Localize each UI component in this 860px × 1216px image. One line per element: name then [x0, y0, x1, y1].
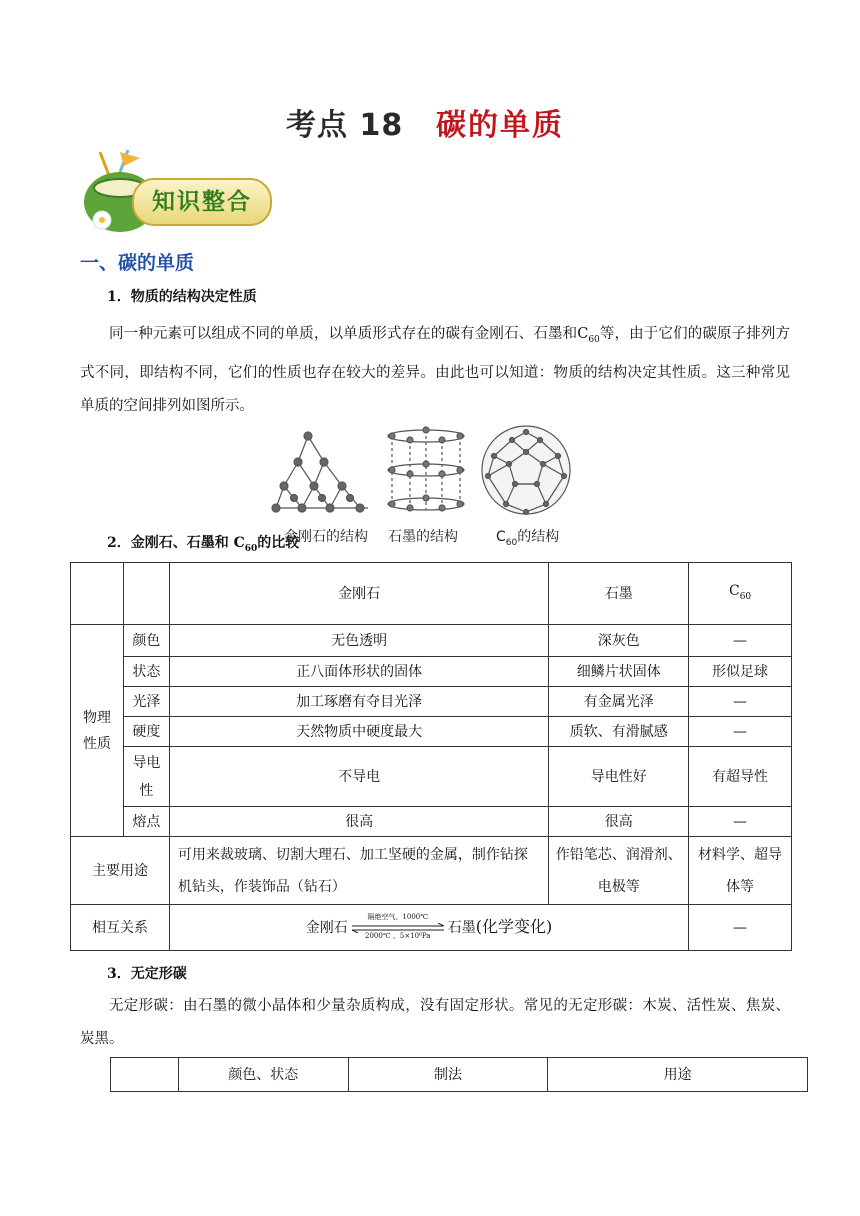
page-title [0, 100, 860, 150]
section-badge [80, 148, 280, 234]
subheading-comparison-post: 的比较 [257, 535, 300, 551]
diamond-value: 无色透明 [169, 625, 548, 657]
caption-c60-post: 的结构 [517, 529, 560, 545]
badge-label: 知识整合 [132, 178, 272, 226]
diamond-structure-image [272, 432, 368, 512]
c60-value: — [689, 717, 792, 747]
header-diamond: 金刚石 [169, 563, 548, 625]
group-label-physical: 物理性质 [71, 625, 124, 837]
table-row [71, 687, 792, 717]
table-row [71, 657, 792, 687]
section-heading: 一、碳的单质 [80, 252, 195, 274]
table-row-uses [71, 837, 792, 905]
header-method: 制法 [348, 1058, 548, 1092]
title-prefix: 考点 18 [286, 108, 404, 143]
subheading-structure: 1．物质的结构决定性质 [107, 289, 257, 305]
prop-label: 熔点 [123, 807, 169, 837]
relation-equation [169, 905, 688, 951]
caption-c60-sub: 60 [505, 537, 518, 548]
header-c60 [689, 563, 792, 625]
relation-note: (化学变化) [475, 917, 553, 936]
condition-bottom: 2000℃ 、5×10⁶Pa [365, 932, 431, 940]
relation-right: 石墨 [447, 920, 476, 936]
graphite-value: 有金属光泽 [549, 687, 689, 717]
subheading-amorphous: 3．无定形碳 [107, 966, 187, 982]
uses-label: 主要用途 [71, 837, 170, 905]
relation-label: 相互关系 [71, 905, 170, 951]
uses-diamond: 可用来裁玻璃、切割大理石、加工坚硬的金属，制作钻探机钻头，作装饰品（钻石） [169, 837, 548, 905]
relation-c60: — [689, 905, 792, 951]
table-row [71, 717, 792, 747]
amorphous-carbon-table [110, 1057, 808, 1092]
c60-value: — [689, 625, 792, 657]
c60-value: — [689, 687, 792, 717]
table-row [71, 807, 792, 837]
caption-c60 [496, 526, 559, 548]
diamond-value: 正八面体形状的固体 [169, 657, 548, 687]
header-graphite: 石墨 [549, 563, 689, 625]
subheading-comparison-sub: 60 [244, 543, 258, 554]
paragraph-part2: 等，由于它们的碳原子排列方式不同，即结构不同，它们的性质也存在较大的差异。由此也可以知道：物质的结构决定其性质。这三种常见单质的空间排列如图所示。 [80, 326, 791, 414]
table-corner-cell [71, 563, 124, 625]
table-row [71, 625, 792, 657]
graphite-value: 导电性好 [549, 747, 689, 807]
diamond-value: 加工琢磨有夺目光泽 [169, 687, 548, 717]
uses-c60: 材料学、超导体等 [689, 837, 792, 905]
c60-value: 形似足球 [689, 657, 792, 687]
table-row-relation [71, 905, 792, 951]
graphite-value: 质软、有滑腻感 [549, 717, 689, 747]
reversible-arrow [350, 915, 446, 941]
uses-graphite: 作铅笔芯、润滑剂、电极等 [549, 837, 689, 905]
caption-diamond: 金刚石的结构 [284, 529, 368, 545]
table-corner-cell [111, 1058, 179, 1092]
diamond-value: 很高 [169, 807, 548, 837]
graphite-structure-image [388, 427, 464, 511]
c60-value: — [689, 807, 792, 837]
paragraph-sub: 60 [588, 334, 600, 345]
title-name: 碳的单质 [436, 108, 564, 143]
graphite-value: 细鳞片状固体 [549, 657, 689, 687]
diamond-value: 天然物质中硬度最大 [169, 717, 548, 747]
table-header-row [111, 1058, 808, 1092]
paragraph-allotropes [80, 318, 790, 423]
diamond-value: 不导电 [169, 747, 548, 807]
prop-label: 导电性 [123, 747, 169, 807]
structure-illustrations [268, 422, 586, 522]
c60-structure-image [482, 426, 570, 515]
caption-graphite: 石墨的结构 [388, 529, 458, 545]
carbon-structures-figure [268, 422, 586, 552]
header-c60-sub: 60 [739, 591, 752, 602]
caption-c60-pre: C [496, 529, 506, 545]
table-header-row [71, 563, 792, 625]
header-use: 用途 [548, 1058, 808, 1092]
paragraph-part1: 同一种元素可以组成不同的单质，以单质形式存在的碳有金刚石、石墨和C [109, 326, 589, 342]
subheading-comparison [107, 532, 299, 554]
table-row [71, 747, 792, 807]
paragraph-amorphous: 无定形碳：由石墨的微小晶体和少量杂质构成，没有固定形状。常见的无定形碳：木炭、活性炭、焦炭、炭黑。 [80, 998, 790, 1047]
prop-label: 状态 [123, 657, 169, 687]
prop-label: 颜色 [123, 625, 169, 657]
table-corner-cell [123, 563, 169, 625]
graphite-value: 很高 [549, 807, 689, 837]
header-color-state: 颜色、状态 [178, 1058, 348, 1092]
relation-left: 金刚石 [305, 920, 348, 936]
prop-label: 光泽 [123, 687, 169, 717]
graphite-value: 深灰色 [549, 625, 689, 657]
condition-top: 隔绝空气、1000℃ [367, 913, 429, 921]
header-c60-pre: C [728, 582, 740, 599]
subheading-comparison-pre: 2．金刚石、石墨和 C [107, 535, 245, 551]
comparison-table [70, 562, 792, 951]
c60-value: 有超导性 [689, 747, 792, 807]
prop-label: 硬度 [123, 717, 169, 747]
